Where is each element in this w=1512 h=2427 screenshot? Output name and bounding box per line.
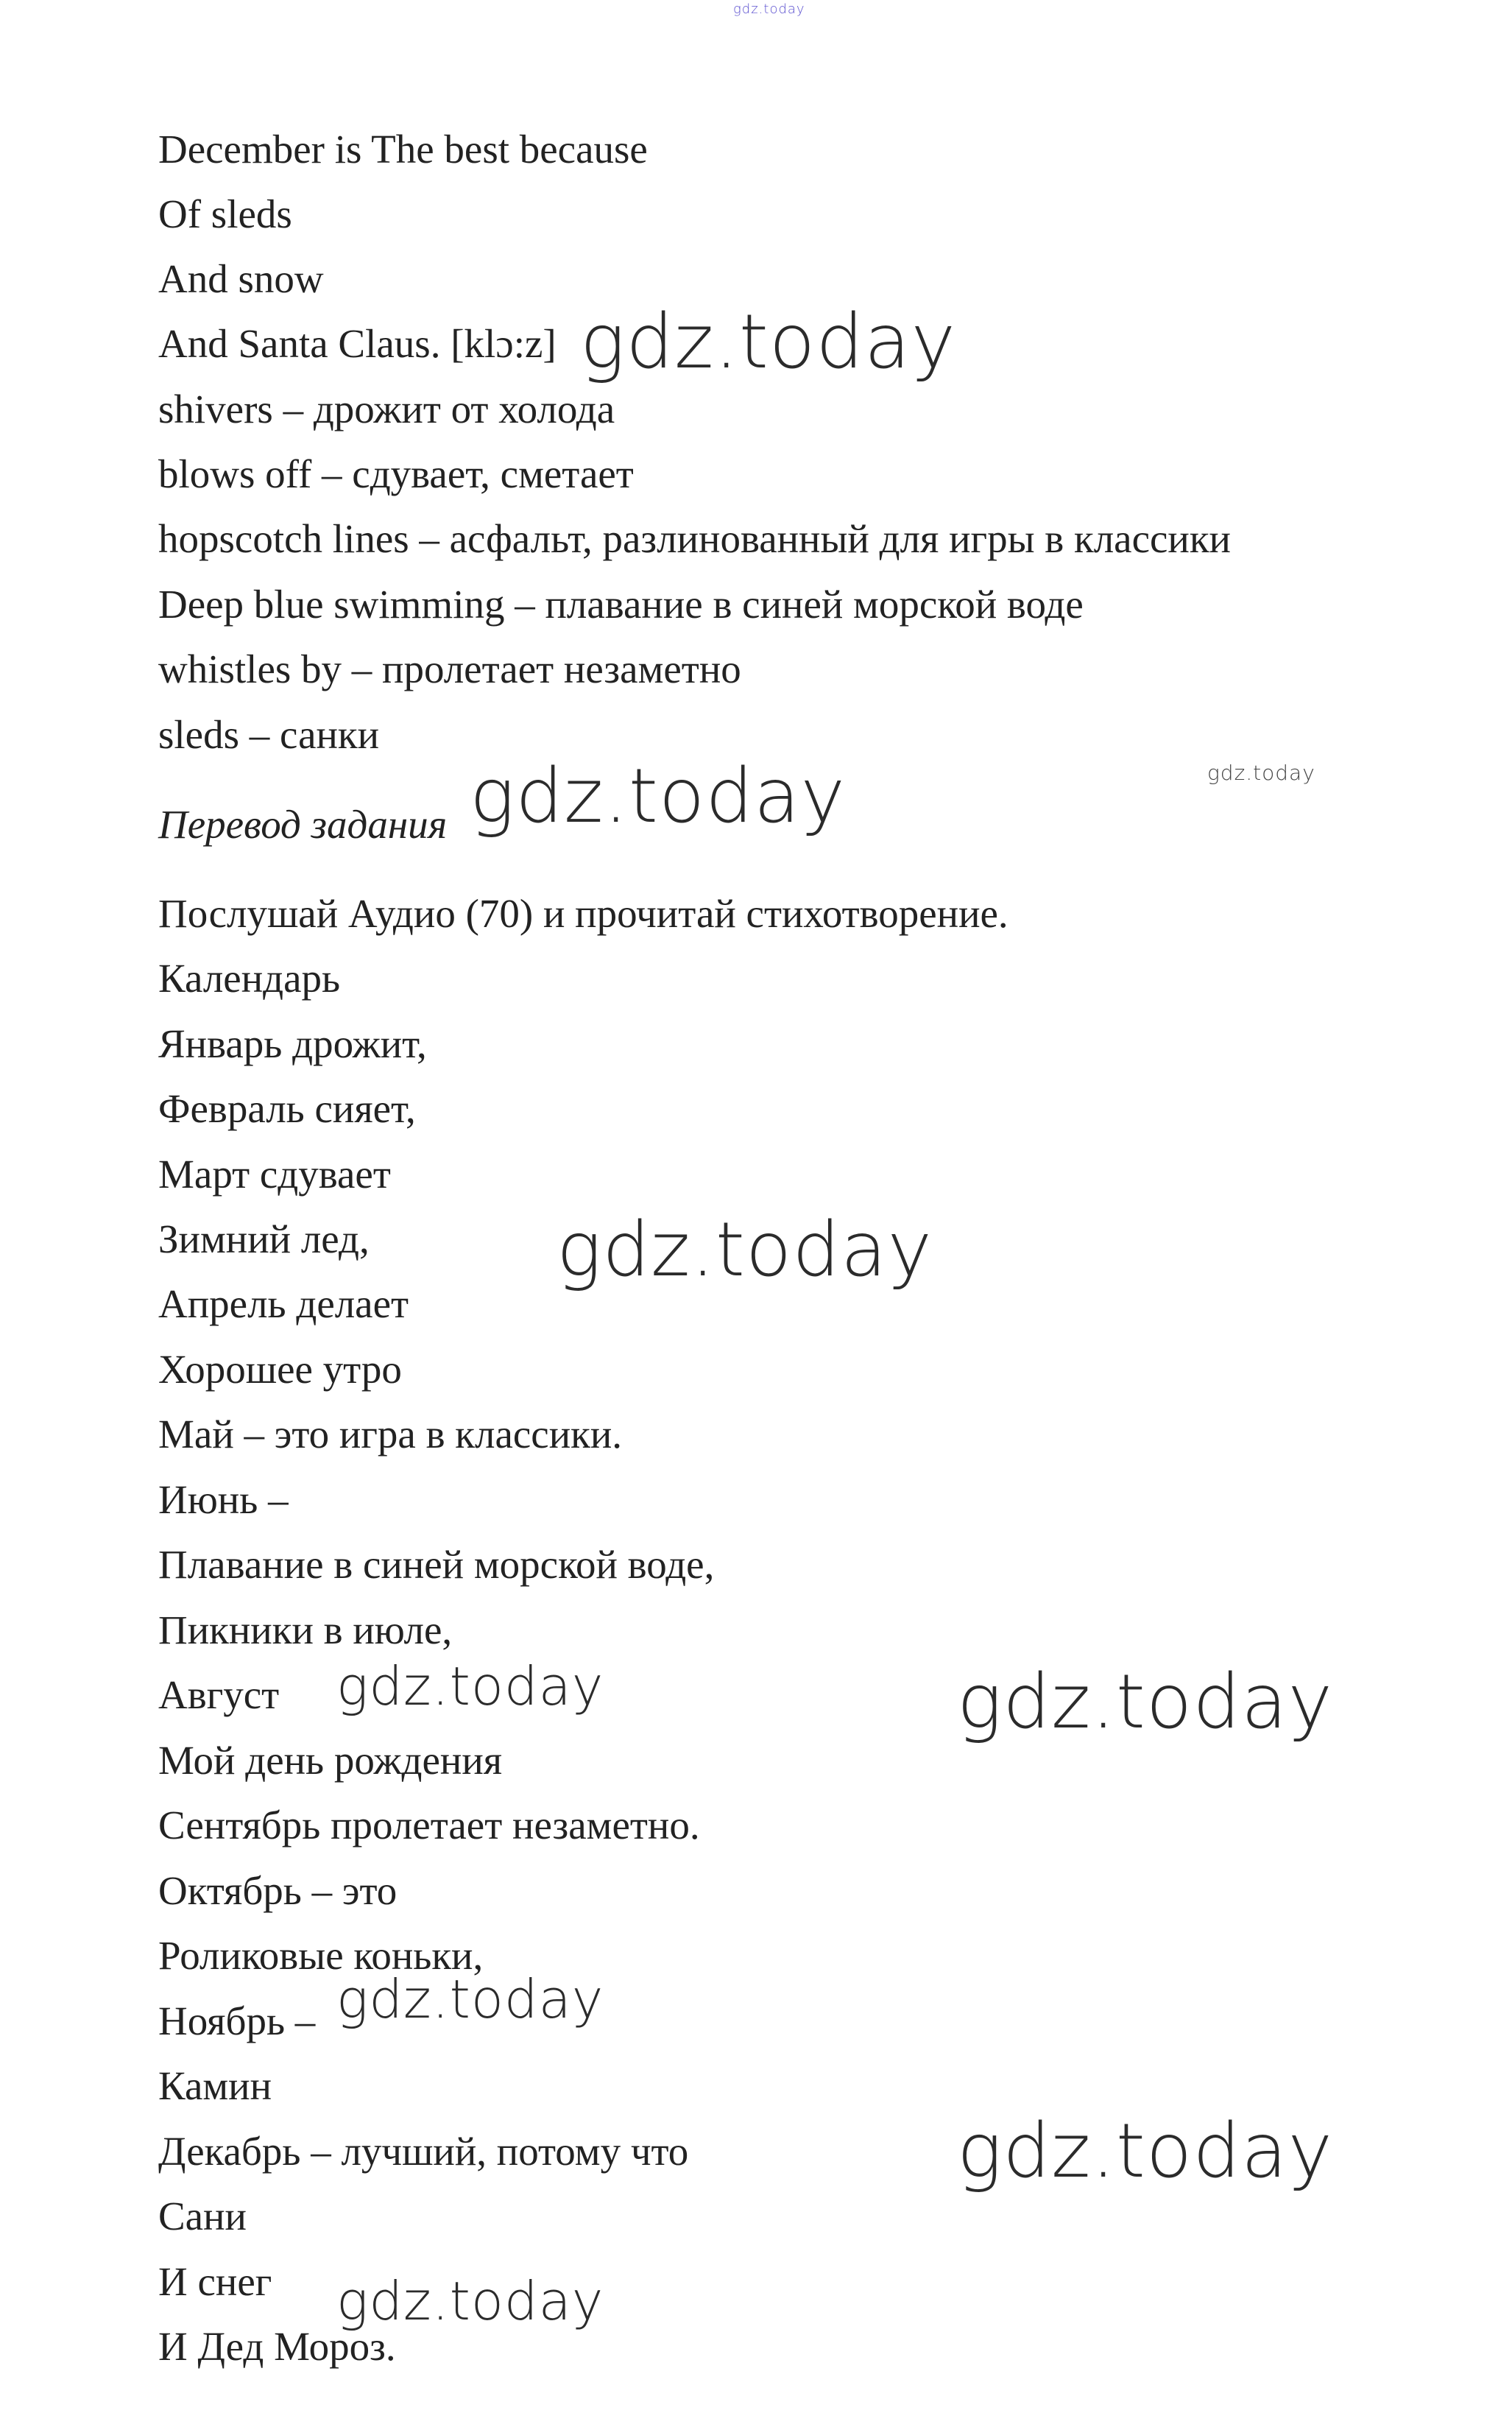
vocab-item: hopscotch lines – асфальт, разлинованный для игры в классики	[158, 516, 1231, 561]
poem-title: Календарь	[158, 956, 341, 1001]
poem-line: Январь дрожит,	[158, 1021, 427, 1066]
vocab-item: whistles by – пролетает незаметно	[158, 647, 741, 691]
watermark: gdz.today	[1207, 761, 1315, 785]
poem-line: And snow	[158, 256, 324, 301]
poem-line: Март сдувает	[158, 1152, 391, 1197]
poem-line: Август	[158, 1672, 280, 1717]
watermark: gdz.today	[336, 1968, 604, 2030]
poem-line: Февраль сияет,	[158, 1086, 416, 1131]
poem-line: Of sleds	[158, 191, 292, 236]
poem-line: Камин	[158, 2063, 272, 2108]
translation-heading: Перевод задания	[158, 802, 448, 847]
poem-line: Пикники в июле,	[158, 1607, 453, 1652]
vocab-item: Deep blue swimming – плавание в синей морской воде	[158, 582, 1084, 627]
poem-line: Мой день рождения	[158, 1738, 503, 1783]
poem-line: Декабрь – лучший, потому что	[158, 2129, 689, 2174]
poem-line: Плавание в синей морской воде,	[158, 1542, 715, 1587]
watermark: gdz.today	[580, 298, 956, 386]
task-text: Послушай Аудио (70) и прочитай стихотворение.	[158, 891, 1008, 936]
poem-line: Роликовые коньки,	[158, 1933, 484, 1978]
watermark: gdz.today	[957, 2107, 1333, 2195]
poem-line: Октябрь – это	[158, 1868, 398, 1913]
watermark: gdz.today	[557, 1206, 933, 1294]
watermark: gdz.today	[336, 2270, 604, 2332]
poem-line: И Дед Мороз.	[158, 2324, 396, 2369]
poem-line: Хорошее утро	[158, 1347, 402, 1392]
vocab-item: blows off – сдувает, сметает	[158, 451, 634, 496]
vocab-item: sleds – санки	[158, 712, 380, 757]
poem-line: Апрель делает	[158, 1281, 409, 1326]
poem-line: Май – это игра в классики.	[158, 1412, 623, 1456]
watermark: gdz.today	[957, 1658, 1333, 1746]
poem-line: Сентябрь пролетает незаметно.	[158, 1803, 700, 1847]
poem-line: And Santa Claus. [klɔ:z]	[158, 321, 557, 366]
poem-line: December is The best because	[158, 127, 648, 172]
vocab-item: shivers – дрожит от холода	[158, 387, 615, 431]
watermark: gdz.today	[336, 1655, 604, 1717]
poem-line: Сани	[158, 2194, 247, 2238]
watermark: gdz.today	[470, 753, 846, 840]
poem-line: И снег	[158, 2259, 272, 2304]
top-watermark: gdz.today	[733, 1, 805, 17]
poem-line: Июнь –	[158, 1477, 289, 1522]
poem-line: Ноябрь –	[158, 1998, 316, 2043]
poem-line: Зимний лед,	[158, 1216, 370, 1261]
